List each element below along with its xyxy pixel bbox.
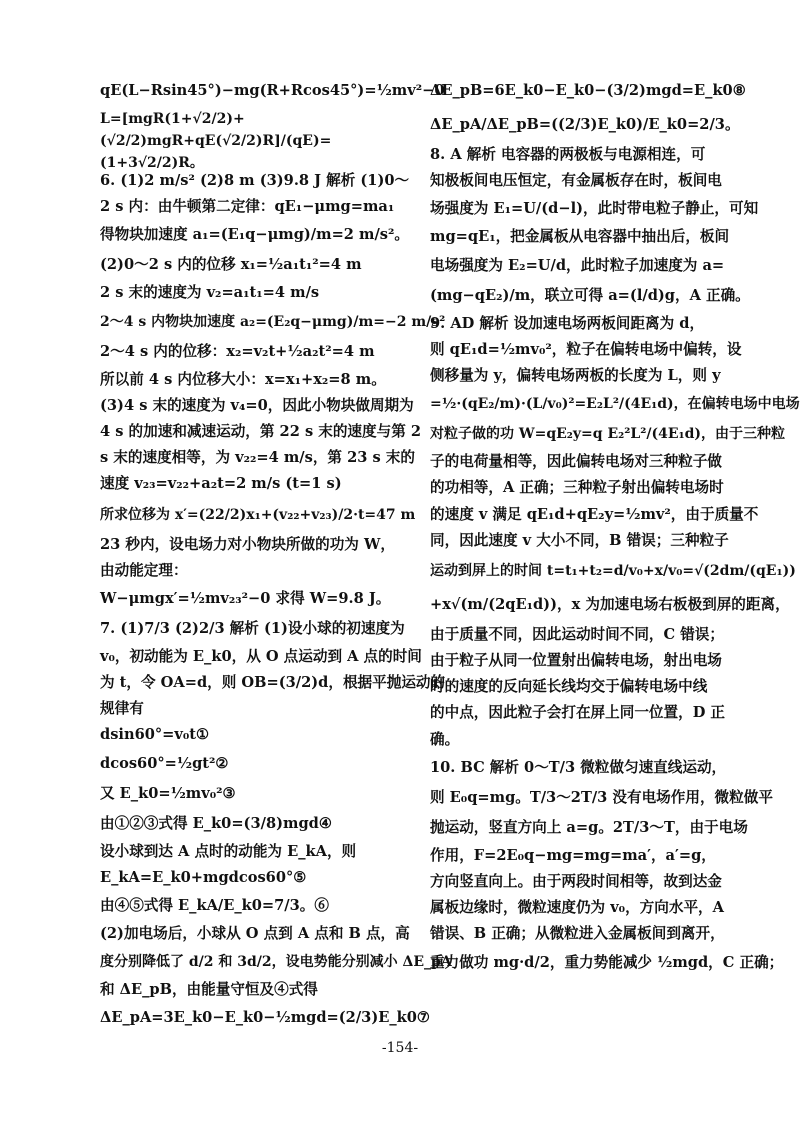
- text-line: 电场强度为 E₂=U/d，此时粒子加速度为 a=: [430, 256, 725, 274]
- text-line: 子的电荷量相等，因此偏转电场对三种粒子做: [430, 453, 722, 471]
- text-line: 属板边缘时，微粒速度仍为 v₀，方向水平，A: [430, 899, 724, 917]
- text-line: 设小球到达 A 点时的动能为 E_kA，则: [100, 842, 357, 860]
- text-line: 2～4 s 内物块加速度 a₂=(E₂q−μmg)/m=−2 m/s²: [100, 313, 446, 330]
- text-line: 2 s 末的速度为 v₂=a₁t₁=4 m/s: [100, 284, 320, 302]
- text-line: ΔE_pB=6E_k0−E_k0−(3/2)mgd=E_k0⑧: [430, 82, 746, 99]
- text-line: 速度 v₂₃=v₂₂+a₂t=2 m/s (t=1 s): [100, 475, 342, 493]
- text-line: 确。: [430, 730, 460, 748]
- text-line: 由于粒子从同一位置射出偏转电场，射出电场: [430, 652, 722, 670]
- text-line: 作用，F=2E₀q−mg=mg=ma′，a′=g，: [430, 846, 716, 864]
- text-line: 对粒子做的功 W=qE₂y=q E₂²L²/(4E₁d)，由于三种粒: [430, 426, 786, 443]
- text-line: 的速度 v 满足 qE₁d+qE₂y=½mv²，由于质量不: [430, 505, 759, 523]
- text-line: s 末的速度相等，为 v₂₂=4 m/s，第 23 s 末的: [100, 449, 415, 467]
- text-line: 由动能定理：: [100, 561, 188, 579]
- text-line: 和 ΔE_pB，由能量守恒及④式得: [100, 981, 318, 999]
- text-line: dsin60°=v₀t①: [100, 726, 210, 744]
- text-line: (3)4 s 末的速度为 v₄=0，因此小物块做周期为: [100, 396, 414, 414]
- text-line: v₀，初动能为 E_k0，从 O 点运动到 A 点的时间: [100, 647, 422, 665]
- text-line: 所求位移为 x′=(22/2)x₁+(v₂₂+v₂₃)/2·t=47 m: [100, 506, 416, 523]
- text-line: 则 qE₁d=½mv₀²，粒子在偏转电场中偏转，设: [430, 340, 742, 358]
- text-line: 由于质量不同，因此运动时间不同，C 错误；: [430, 625, 724, 643]
- text-line: 10. BC 解析 0～T/3 微粒做匀速直线运动，: [430, 758, 727, 776]
- text-line: 同，因此速度 v 大小不同，B 错误；三种粒子: [430, 531, 729, 549]
- text-line: 方向竖直向上。由于两段时间相等，故到达金: [430, 873, 722, 890]
- left-column: [100, 74, 452, 1033]
- text-line: 7. (1)7/3 (2)2/3 解析 (1)设小球的初速度为: [100, 619, 405, 637]
- text-line: 的中点，因此粒子会打在屏上同一位置，D 正: [430, 704, 726, 722]
- text-line: 由④⑤式得 E_kA/E_k0=7/3。⑥: [100, 897, 329, 914]
- text-line: (2)加电场后，小球从 O 点到 A 点和 B 点，高: [100, 925, 410, 942]
- text-line: 23 秒内，设电场力对小物块所做的功为 W，: [100, 535, 395, 553]
- text-line: 为 t，令 OA=d，则 OB=(3/2)d，根据平抛运动的: [100, 674, 446, 692]
- text-line: (mg−qE₂)/m，联立可得 a=(l/d)g，A 正确。: [430, 286, 750, 304]
- text-line: 运动到屏上的时间 t=t₁+t₂=d/v₀+x/v₀=√(2dm/(qE₁)): [430, 562, 796, 579]
- text-line: 度分别降低了 d/2 和 3d/2，设电势能分别减小 ΔE_pA: [100, 954, 452, 971]
- text-line: qE(L−Rsin45°)−mg(R+Rcos45°)=½mv²−0: [100, 82, 445, 99]
- text-line: 场强度为 E₁=U/(d−l)，此时带电粒子静止，可知: [430, 200, 759, 218]
- text-line: 的功相等，A 正确；三种粒子射出偏转电场时: [430, 479, 724, 497]
- text-line: 重力做功 mg·d/2，重力势能减少 ½mgd，C 正确；: [430, 953, 784, 971]
- text-line: 2～4 s 内的位移：x₂=v₂t+½a₂t²=4 m: [100, 342, 375, 360]
- text-line: mg=qE₁，把金属板从电容器中抽出后，板间: [430, 228, 730, 246]
- text-line: ΔE_pA=3E_k0−E_k0−½mgd=(2/3)E_k0⑦: [100, 1009, 430, 1027]
- text-line: 6. (1)2 m/s² (2)8 m (3)9.8 J 解析 (1)0～: [100, 172, 410, 189]
- text-line: 8. A 解析 电容器的两极板与电源相连，可: [430, 146, 706, 163]
- page-number: -154-: [381, 1040, 419, 1056]
- text-line: dcos60°=½gt²②: [100, 754, 229, 772]
- text-line: 错误、B 正确；从微粒进入金属板间到离开，: [430, 925, 725, 943]
- text-line: 知极板间电压恒定，有金属板存在时，板间电: [430, 172, 722, 190]
- text-line: 所以前 4 s 内位移大小：x=x₁+x₂=8 m。: [100, 370, 386, 388]
- right-column: [430, 74, 800, 978]
- text-line: 侧移量为 y，偏转电场两板的长度为 L，则 y: [430, 366, 721, 384]
- text-line: +x√(m/(2qE₁d))，x 为加速电场右板极到屏的距离，: [430, 595, 790, 613]
- text-line: (2)0～2 s 内的位移 x₁=½a₁t₁²=4 m: [100, 256, 362, 274]
- text-line: 得物块加速度 a₁=(E₁q−μmg)/m=2 m/s²。: [100, 226, 410, 244]
- text-line: 则 E₀q=mg。T/3～2T/3 没有电场作用，微粒做平: [430, 788, 773, 806]
- text-line: W−μmgx′=½mv₂₃²−0 求得 W=9.8 J。: [100, 589, 391, 607]
- text-line: 4 s 的加速和减速运动，第 22 s 末的速度与第 2: [100, 422, 422, 440]
- text-line: 2 s 内：由牛顿第二定律：qE₁−μmg=ma₁: [100, 198, 395, 216]
- text-line: 9. AD 解析 设加速电场两板间距离为 d，: [430, 314, 705, 332]
- text-line: E_kA=E_k0+mgdcos60°⑤: [100, 868, 307, 886]
- text-line: ΔE_pA/ΔE_pB=((2/3)E_k0)/E_k0=2/3。: [430, 116, 740, 133]
- text-line: 抛运动，竖直方向上 a=g。2T/3～T，由于电场: [430, 818, 748, 836]
- text-line: 由①②③式得 E_k0=(3/8)mgd④: [100, 814, 332, 832]
- text-line: 又 E_k0=½mv₀²③: [100, 784, 236, 802]
- text-line: L=[mgR(1+√2/2)+(√2/2)mgR+qE(√2/2)R]/(qE)=(1+3√2/2)R。: [100, 111, 332, 171]
- text-line: 规律有: [100, 700, 144, 718]
- text-line: =½·(qE₂/m)·(L/v₀)²=E₂L²/(4E₁d)，在偏转电场中电场: [430, 396, 800, 413]
- text-line: 时的速度的反向延长线均交于偏转电场中线: [430, 678, 708, 696]
